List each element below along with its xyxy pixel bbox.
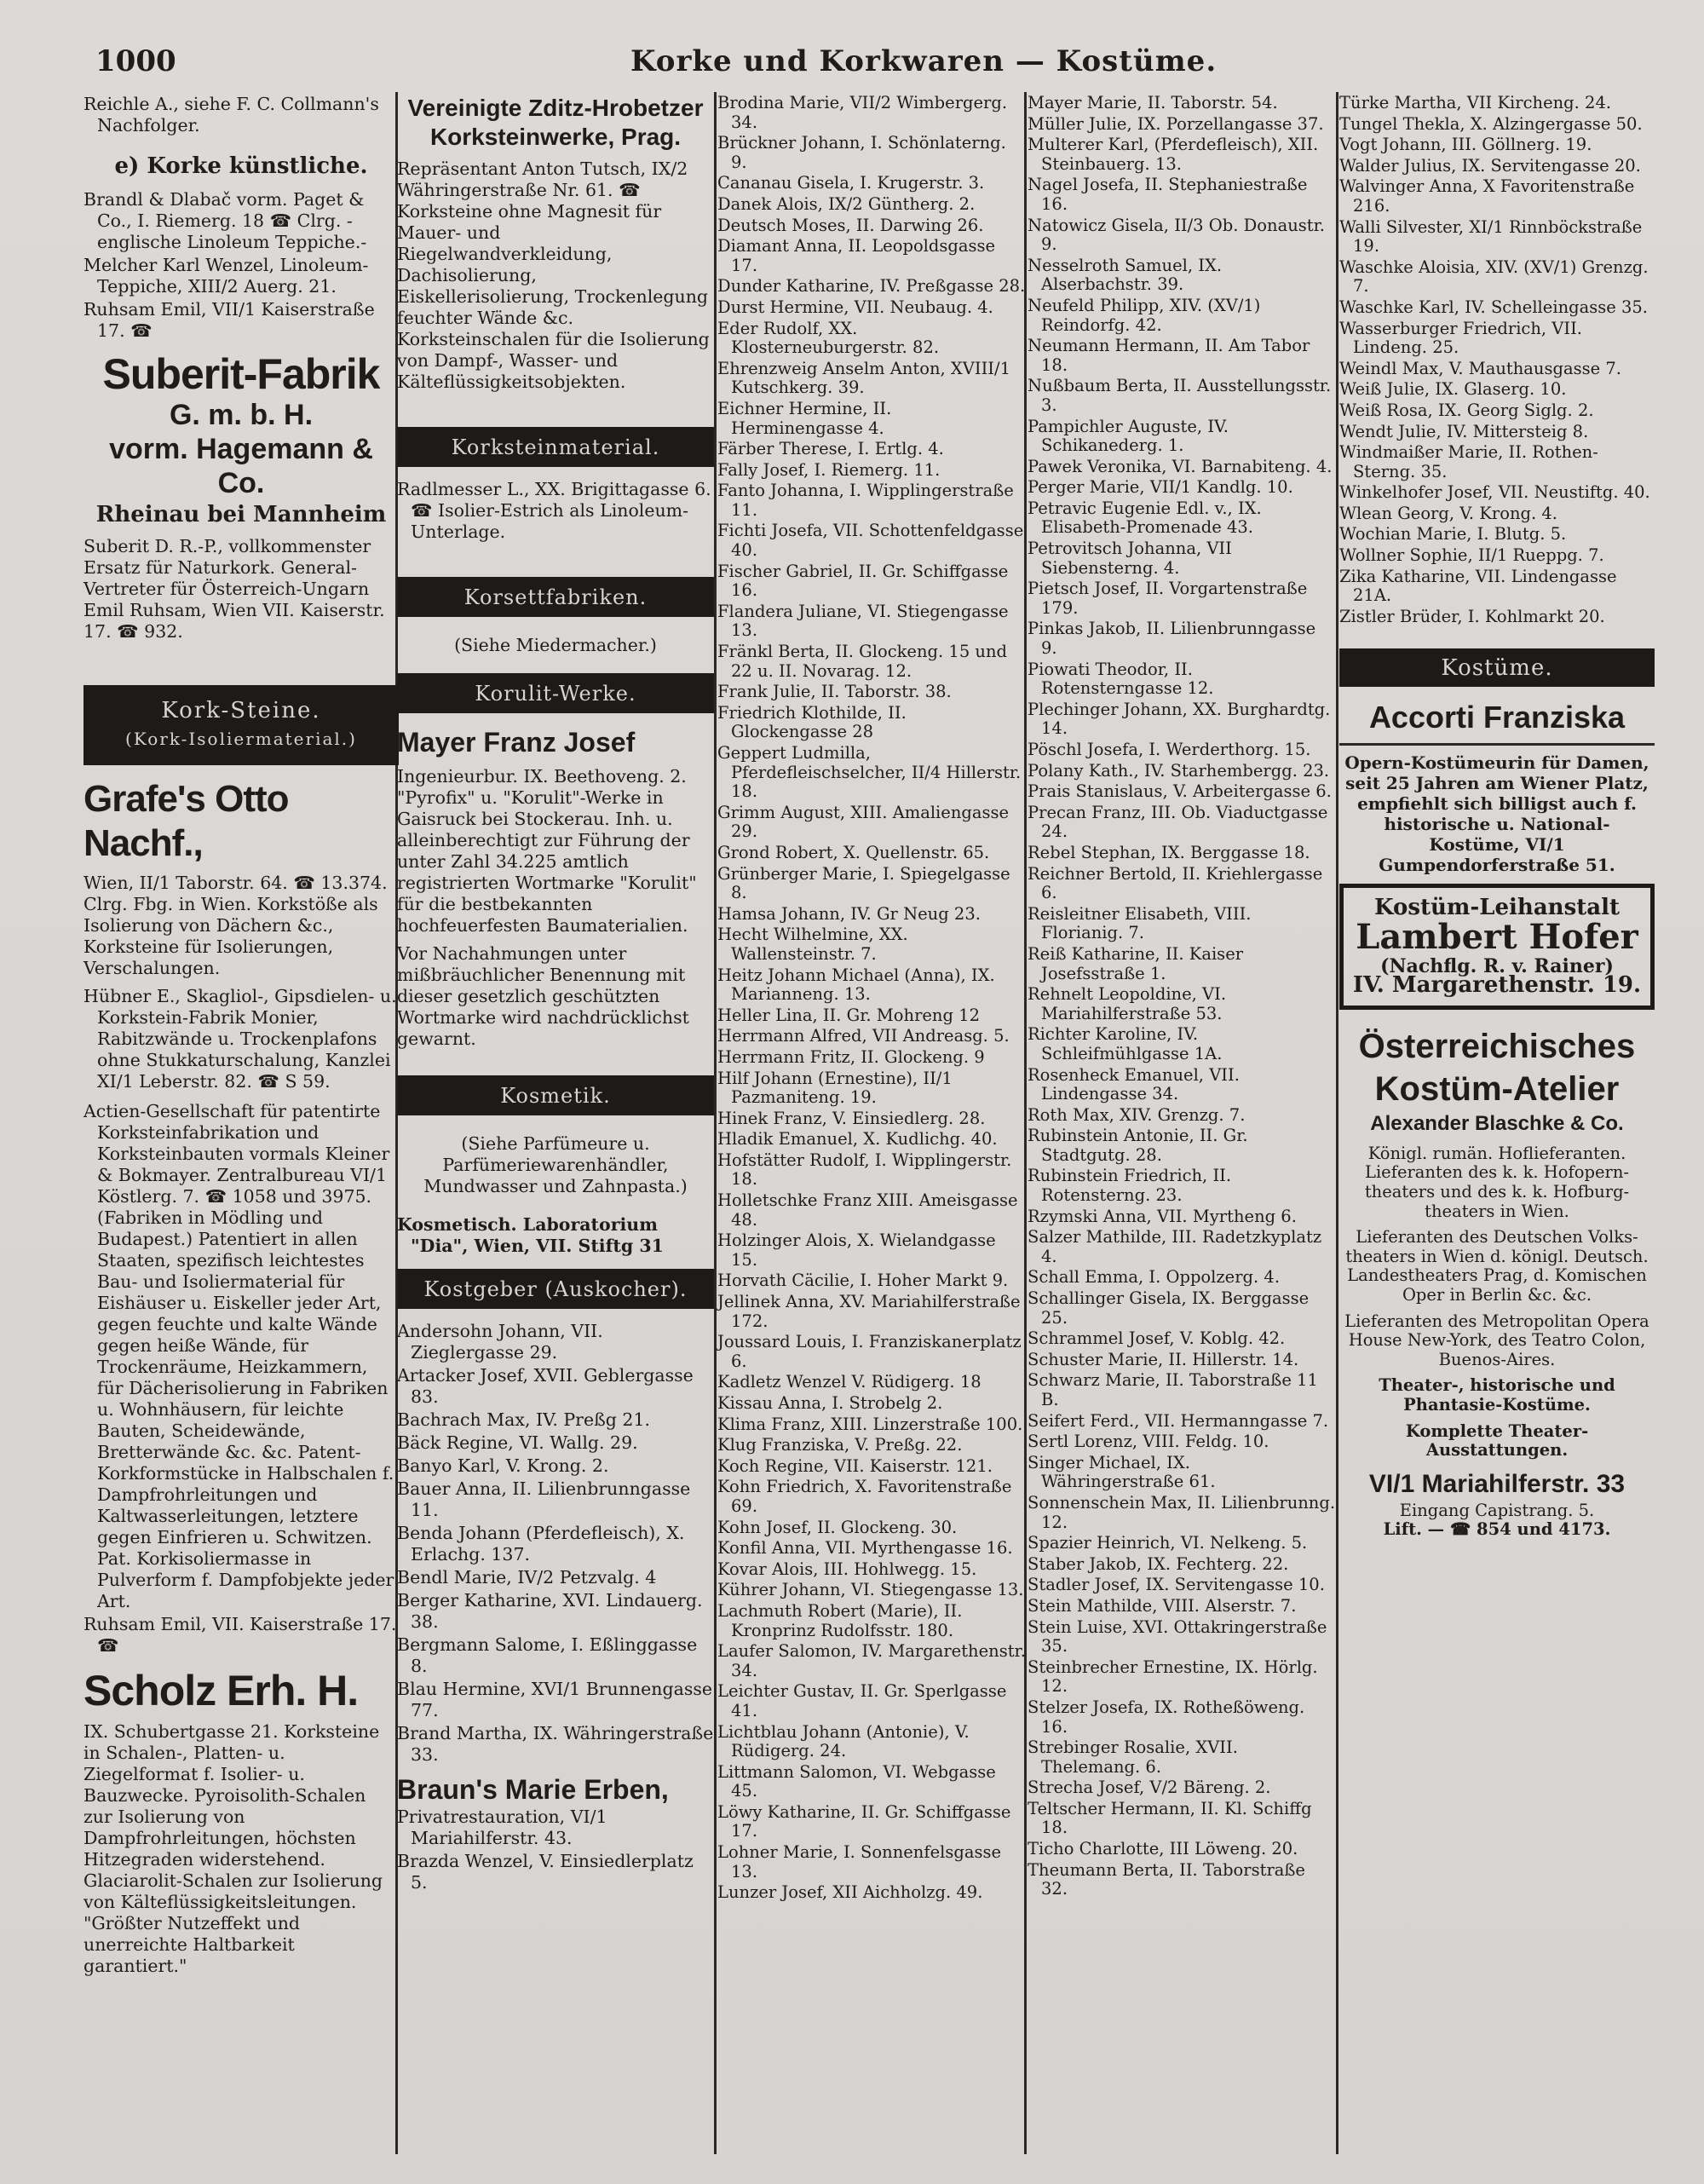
list-item: Heller Lina, II. Gr. Mohreng 12 bbox=[717, 1005, 980, 1025]
list-item: Zika Katharine, VII. Lindengasse 21A. bbox=[1339, 566, 1617, 606]
ad-title: Lambert Hofer bbox=[1356, 916, 1638, 957]
list-item: Schuster Marie, II. Hillerstr. 14. bbox=[1028, 1349, 1299, 1369]
list-item: Joussard Louis, I. Franziskanerplatz 6. bbox=[717, 1332, 1022, 1371]
list-item: Reichle A., siehe F. C. Collmann's Nachfolger. bbox=[83, 94, 379, 135]
list-item: Cananau Gisela, I. Krugerstr. 3. bbox=[717, 173, 985, 193]
list-item: Multerer Karl, (Pferdefleisch), XII. Steinbauerg. 13. bbox=[1028, 135, 1319, 174]
list-item: Weiß Rosa, IX. Georg Siglg. 2. bbox=[1339, 400, 1594, 420]
list-item: Banyo Karl, V. Krong. 2. bbox=[397, 1455, 609, 1476]
list-item: Rosenheck Emanuel, VII. Lindengasse 34. bbox=[1028, 1064, 1240, 1104]
see-also: (Siehe Parfümeure u. Parfümeriewarenhändler, Mundwasser und Zahnpasta.) bbox=[423, 1132, 688, 1196]
ad-title: Vereinigte Zditz-Hrobetzer bbox=[407, 95, 704, 121]
list-item: Reichner Bertold, II. Kriehlergasse 6. bbox=[1028, 863, 1323, 903]
list-item: Spazier Heinrich, VI. Nelkeng. 5. bbox=[1028, 1533, 1308, 1553]
list-item: Hamsa Johann, IV. Gr Neug 23. bbox=[717, 903, 981, 924]
ad-warning: Vor Nachahmungen unter mißbräuchlicher Benennung mit dieser gesetzlich geschützten Wortmarke wird nachdrücklichst gewarnt. bbox=[397, 943, 689, 1049]
list-item: Sonnenschein Max, II. Lilienbrunng. 12. bbox=[1028, 1492, 1336, 1532]
ad-title: Kostüm-Atelier bbox=[1374, 1069, 1620, 1108]
list-item: Waschke Aloisia, XIV. (XV/1) Grenzg. 7. bbox=[1339, 256, 1649, 297]
ad-body: Lieferanten des Metropolitan Opera House New-York, des Teatro Colon, Buenos-Aires. bbox=[1344, 1311, 1649, 1369]
list-item: Leichter Gustav, II. Gr. Sperlgasse 41. bbox=[717, 1681, 1007, 1720]
list-item: Teltscher Hermann, II. Kl. Schiffg 18. bbox=[1028, 1798, 1312, 1838]
section-band: Kostgeber (Auskocher). bbox=[397, 1269, 714, 1309]
list-item: Kovar Alois, III. Hohlwegg. 15. bbox=[717, 1559, 977, 1579]
section-band: Kosmetik. bbox=[397, 1075, 714, 1115]
list-item: Nagel Josefa, II. Stephaniestraße 16. bbox=[1028, 175, 1308, 214]
list-item: Zistler Brüder, I. Kohlmarkt 20. bbox=[1339, 606, 1605, 626]
advertisement bbox=[83, 350, 399, 643]
list-item: Steinbrecher Ernestine, IX. Hörlg. 12. bbox=[1028, 1657, 1318, 1697]
list-item: Bachrach Max, IV. Preßg 21. bbox=[397, 1409, 651, 1430]
list-item: Rebel Stephan, IX. Berggasse 18. bbox=[1028, 842, 1310, 862]
list-item: Natowicz Gisela, II/3 Ob. Donaustr. 9. bbox=[1028, 215, 1325, 255]
ad-subtitle: G. m. b. H. bbox=[169, 399, 314, 431]
list-item: Durst Hermine, VII. Neubaug. 4. bbox=[717, 297, 993, 317]
list-item: Hladik Emanuel, X. Kudlichg. 40. bbox=[717, 1129, 998, 1150]
list-item: Weindl Max, V. Mauthausgasse 7. bbox=[1339, 358, 1621, 378]
list-item: Hecht Wilhelmine, XX. Wallensteinstr. 7. bbox=[717, 925, 908, 964]
list-item: Jellinek Anna, XV. Mariahilferstraße 172. bbox=[717, 1292, 1021, 1331]
list-item: Eichner Hermine, II. Herminengasse 4. bbox=[717, 398, 892, 438]
list-item: Mayer Marie, II. Taborstr. 54. bbox=[1028, 93, 1278, 112]
list-item: Fischer Gabriel, II. Gr. Schiffgasse 16. bbox=[717, 561, 1009, 601]
ad-entrance: Eingang Capistrang. 5. bbox=[1399, 1500, 1595, 1520]
section-title: Kork-Steine. bbox=[161, 698, 321, 723]
ad-body: Theater-, historische und Phantasie-Kostüme. bbox=[1379, 1375, 1615, 1415]
list-item: Lunzer Josef, XII Aichholzg. 49. bbox=[717, 1882, 983, 1903]
list-item: Wollner Sophie, II/1 Rueppg. 7. bbox=[1339, 545, 1604, 566]
list-item: Grimm August, XIII. Amaliengasse 29. bbox=[717, 802, 1010, 842]
list-item: Strecha Josef, V/2 Bäreng. 2. bbox=[1028, 1778, 1271, 1798]
see-also: (Siehe Miedermacher.) bbox=[454, 634, 657, 655]
column-divider bbox=[714, 92, 717, 2154]
list-item: Hofstätter Rudolf, I. Wipplingerstr. 18. bbox=[717, 1150, 1012, 1190]
list-item: Schrammel Josef, V. Koblg. 42. bbox=[1028, 1328, 1286, 1349]
list-item: Wendt Julie, IV. Mittersteig 8. bbox=[1339, 421, 1589, 441]
list-item: Ehrenzweig Anselm Anton, XVIII/1 Kutschkerg. 39. bbox=[717, 358, 1010, 398]
list-item: Lichtblau Johann (Antonie), V. Rüdigerg. 24. bbox=[717, 1721, 970, 1761]
list-item: Koch Regine, VII. Kaiserstr. 121. bbox=[717, 1455, 993, 1476]
list-item: Walvinger Anna, X Favoritenstraße 216. bbox=[1339, 176, 1635, 216]
list-item: Rubinstein Antonie, II. Gr. Stadtgutg. 28. bbox=[1028, 1126, 1248, 1165]
list-item: Neumann Hermann, II. Am Tabor 18. bbox=[1028, 336, 1310, 375]
column-1 bbox=[83, 94, 399, 1984]
ad-title: Grafe's Otto Nachf., bbox=[83, 778, 289, 864]
list-item: Pinkas Jakob, II. Lilienbrunngasse 9. bbox=[1028, 619, 1316, 659]
ad-title: Mayer Franz Josef bbox=[397, 727, 636, 758]
ad-body: Wien, II/1 Taborstr. 64. ☎ 13.374. Clrg. Fbg. in Wien. Korkstöße als Isolierung von Dächern &c., Korksteine für Isolierungen, Verschalungen. bbox=[83, 873, 388, 978]
list-item: Theumann Berta, II. Taborstraße 32. bbox=[1028, 1859, 1305, 1899]
ad-body: IX. Schubertgasse 21. Korksteine in Schalen-, Platten- u. Ziegelformat f. Isolier- u. Bauzwecke. Pyroisolith-Schalen zur Isolierung von Dampfrohrleitungen, höchsten Hitzegraden widerstehend. Glaciarolit-Schalen zur Isolierung von Kälteflüssigkeitsleitungen. "Größter Nutzeffekt und unerreichte Haltbarkeit garantiert." bbox=[83, 1721, 383, 1976]
list-item: Ticho Charlotte, III Löweng. 20. bbox=[1028, 1839, 1298, 1859]
ad-address: IV. Margarethenstr. 19. bbox=[1352, 972, 1642, 999]
list-item: Neufeld Philipp, XIV. (XV/1) Reindorfg. 42. bbox=[1028, 295, 1261, 335]
ad-body: Komplette Theater-Ausstattungen. bbox=[1405, 1420, 1589, 1461]
list-item: Rubinstein Friedrich, II. Rotensterng. 23. bbox=[1028, 1166, 1232, 1206]
list-item: Diamant Anna, II. Leopoldsgasse 17. bbox=[717, 236, 996, 275]
list-item: Blau Hermine, XVI/1 Brunnengasse 77. bbox=[397, 1679, 713, 1720]
list-item: Brückner Johann, I. Schönlaterng. 9. bbox=[717, 133, 1006, 172]
list-item: Andersohn Johann, VII. Zieglergasse 29. bbox=[397, 1321, 603, 1363]
section-subtitle: (Kork-Isoliermaterial.) bbox=[125, 729, 357, 749]
list-item: Holletschke Franz XIII. Ameisgasse 48. bbox=[717, 1190, 1018, 1230]
list-item: Actien-Gesellschaft für patentirte Korksteinfabrikation und Korksteinbauten vormals Kleiner & Bokmayer. Zentralbureau VI/1 Köstlerg. 7. ☎ 1058 und 3975. (Fabriken in Mödling und Budapest.) Patentiert in allen Staaten, spezifisch leichtestes Bau- und Isoliermaterial für Eishäuser u. Eiskeller jeder Art, gegen feuchte und kalte Wände gegen heiße Wände, für Trockenräume, Heizkammern, für Dächerisolierung in Fabriken u. Wohnhäusern, für leichte Bauten, Scheidewände, Bretterwände &c. &c. Patent-Korkformstücke in Halbschalen f. Dampfrohrleitungen und Kaltwasserleitungen, letztere gegen Einfrieren u. Schwitzen. Pat. Korkisoliermasse in Pulverform f. Dampfobjekte jeder Art. bbox=[83, 1101, 394, 1611]
list-item: Kadletz Wenzel V. Rüdigerg. 18 bbox=[717, 1372, 982, 1392]
list-item: Danek Alois, IX/2 Güntherg. 2. bbox=[717, 193, 976, 214]
list-item: Horvath Cäcilie, I. Hoher Markt 9. bbox=[717, 1271, 1009, 1291]
list-item: Bendl Marie, IV/2 Petzvalg. 4 bbox=[397, 1567, 657, 1588]
list-item: Tungel Thekla, X. Alzingergasse 50. bbox=[1339, 113, 1643, 134]
advertisement bbox=[1339, 1025, 1655, 1540]
list-item: Hübner E., Skagliol-, Gipsdielen- u. Korkstein-Fabrik Monier, Rabitzwände u. Trockenplafons ohne Stukkaturschalung, Kanzlei XI/1 Leberstr. 82. ☎ S 59. bbox=[83, 986, 397, 1092]
ad-phone: Lift. — ☎ 854 und 4173. bbox=[1383, 1519, 1611, 1540]
ad-address: VI/1 Mariahilferstr. 33 bbox=[1368, 1469, 1626, 1498]
page-number: 1000 bbox=[95, 44, 176, 78]
list-item: Ruhsam Emil, VII. Kaiserstraße 17. ☎ bbox=[83, 1614, 397, 1656]
list-item: Stelzer Josefa, IX. Rotheßöweng. 16. bbox=[1028, 1697, 1305, 1737]
list-item: Friedrich Klothilde, II. Glockengasse 28 bbox=[717, 702, 907, 742]
list-item: Plechinger Johann, XX. Burghardtg. 14. bbox=[1028, 699, 1331, 739]
list-item: Schall Emma, I. Oppolzerg. 4. bbox=[1028, 1267, 1281, 1288]
list-item: Schwarz Marie, II. Taborstraße 11 B. bbox=[1028, 1370, 1318, 1409]
list-item: Precan Franz, III. Ob. Viaductgasse 24. bbox=[1028, 802, 1328, 842]
ad-title: Accorti Franziska bbox=[1368, 700, 1626, 735]
list-item: Bauer Anna, II. Lilienbrunngasse 11. bbox=[397, 1478, 691, 1520]
list-item: Löwy Katharine, II. Gr. Schiffgasse 17. bbox=[717, 1801, 1011, 1841]
list-item: Walder Julius, IX. Servitengasse 20. bbox=[1339, 155, 1641, 176]
list-item: Melcher Karl Wenzel, Linoleum-Teppiche, XIII/2 Auerg. 21. bbox=[83, 255, 369, 297]
list-item: Reisleitner Elisabeth, VIII. Florianig. 7. bbox=[1028, 903, 1252, 943]
list-item: Müller Julie, IX. Porzellangasse 37. bbox=[1028, 113, 1324, 134]
list-item: Weiß Julie, IX. Glaserg. 10. bbox=[1339, 379, 1567, 400]
list-item: Windmaißer Marie, II. Rothen-Sterng. 35. bbox=[1339, 442, 1598, 481]
list-item: Pawek Veronika, VI. Barnabiteng. 4. bbox=[1028, 456, 1333, 476]
list-item: Stein Mathilde, VIII. Alserstr. 7. bbox=[1028, 1595, 1297, 1616]
list-item: Kührer Johann, VI. Stiegengasse 13. bbox=[717, 1580, 1024, 1600]
list-item: Prais Stanislaus, V. Arbeitergasse 6. bbox=[1028, 781, 1332, 802]
ad-location: Rheinau bei Mannheim bbox=[95, 502, 387, 527]
ad-body: Repräsentant Anton Tutsch, IX/2 Währingerstraße Nr. 61. ☎ Korksteine ohne Magnesit für Mauer- und Riegelwandverkleidung, Dachisolierung, Eiskellerisolierung, Trockenlegung feuchter Wände &c. Korksteinschalen für die Isolierung von Dampf-, Wasser- und Kälteflüssigkeitsobjekten. bbox=[397, 158, 710, 392]
list-item: Dunder Katharine, IV. Preßgasse 28. bbox=[717, 276, 1026, 297]
page-title: Korke und Korkwaren — Kostüme. bbox=[630, 44, 1218, 78]
ad-title: Korksteinwerke, Prag. bbox=[429, 124, 682, 150]
ad-subtitle: vorm. Hagemann & Co. bbox=[109, 433, 373, 499]
list-item: Grünberger Marie, I. Spiegelgasse 8. bbox=[717, 863, 1010, 903]
list-item: Fally Josef, I. Riemerg. 11. bbox=[717, 459, 941, 480]
list-item: Ruhsam Emil, VII/1 Kaiserstraße 17. ☎ bbox=[83, 299, 375, 341]
list-item: Wochian Marie, I. Blutg. 5. bbox=[1339, 524, 1567, 545]
list-item: Vogt Johann, III. Göllnerg. 19. bbox=[1339, 135, 1592, 155]
list-item: Winkelhofer Josef, VII. Neustiftg. 40. bbox=[1339, 482, 1650, 503]
list-item: Lachmuth Robert (Marie), II. Kronprinz Rudolfsstr. 180. bbox=[717, 1600, 963, 1640]
list-item: Brand Martha, IX. Währingerstraße 33. bbox=[397, 1723, 714, 1765]
list-item: Perger Marie, VII/1 Kandlg. 10. bbox=[1028, 477, 1293, 498]
list-item: Bergmann Salome, I. Eßlinggasse 8. bbox=[397, 1634, 698, 1676]
list-item: Benda Johann (Pferdefleisch), X. Erlachg. 137. bbox=[397, 1523, 685, 1565]
list-item: Brandl & Dlabač vorm. Paget & Co., I. Riemerg. 18 ☎ Clrg. -englische Linoleum Teppiche.- bbox=[83, 189, 367, 252]
list-item: Fränkl Berta, II. Glockeng. 15 und 22 u. II. Novarag. 12. bbox=[717, 642, 1008, 681]
list-item: Roth Max, XIV. Grenzg. 7. bbox=[1028, 1104, 1246, 1125]
list-item: Richter Karoline, IV. Schleifmühlgasse 1A. bbox=[1028, 1024, 1223, 1063]
list-item: Berger Katharine, XVI. Lindauerg. 38. bbox=[397, 1590, 703, 1632]
list-item: Konfil Anna, VII. Myrthengasse 16. bbox=[717, 1538, 1013, 1559]
list-item: Seifert Ferd., VII. Hermanngasse 7. bbox=[1028, 1410, 1329, 1431]
list-item: Kosmetisch. Laboratorium "Dia", Wien, VII. Stiftg 31 bbox=[397, 1214, 664, 1256]
list-item: Geppert Ludmilla, Pferdefleischselcher, II/4 Hillerstr. 18. bbox=[717, 743, 1022, 802]
list-item: Stein Luise, XVI. Ottakringerstraße 35. bbox=[1028, 1616, 1327, 1657]
ad-body: Lieferanten des Deutschen Volks-theaters in Wien d. königl. Deutsch. Landestheaters Prag, d. Komischen Oper in Berlin &c. &c. bbox=[1345, 1227, 1649, 1305]
ad-title: Österreichisches bbox=[1358, 1027, 1636, 1065]
list-item: Littmann Salomon, VI. Webgasse 45. bbox=[717, 1761, 996, 1801]
list-item: Walli Silvester, XI/1 Rinnböckstraße 19. bbox=[1339, 216, 1643, 256]
section-band: Korulit-Werke. bbox=[397, 673, 714, 713]
list-item: Radlmesser L., XX. Brigittagasse 6. ☎ Isolier-Estrich als Linoleum-Unterlage. bbox=[397, 479, 711, 542]
list-item: Polany Kath., IV. Starhembergg. 23. bbox=[1028, 760, 1330, 781]
list-item: Nesselroth Samuel, IX. Alserbachstr. 39. bbox=[1028, 255, 1223, 295]
list-item: Grond Robert, X. Quellenstr. 65. bbox=[717, 842, 990, 862]
list-item: Piowati Theodor, II. Rotensterngasse 12. bbox=[1028, 659, 1214, 699]
column-divider bbox=[1336, 92, 1338, 2154]
section-band: Kostüme. bbox=[1339, 648, 1655, 687]
divider bbox=[1339, 743, 1655, 746]
list-item: Wasserburger Friedrich, VII. Lindeng. 25. bbox=[1339, 318, 1582, 358]
list-item: Petrovitsch Johanna, VII Siebensterng. 4. bbox=[1028, 539, 1232, 578]
ad-subtitle: (Nachflg. R. v. Rainer) bbox=[1380, 954, 1614, 977]
list-item: Eder Rudolf, XX. Klosterneuburgerstr. 82. bbox=[717, 318, 940, 358]
ad-body: Opern-Kostümeurin für Damen, seit 25 Jahren am Wiener Platz, empfiehlt sich billigst auch f. historische u. National-Kostüme, VI/1 Gumpendorferstraße 51. bbox=[1344, 752, 1649, 876]
ad-body: Privatrestauration, VI/1 Mariahilferstr. 43. bbox=[397, 1807, 607, 1848]
list-item: Klug Franziska, V. Preßg. 22. bbox=[717, 1435, 963, 1455]
list-item: Salzer Mathilde, III. Radetzkyplatz 4. bbox=[1028, 1227, 1322, 1266]
list-item: Hinek Franz, V. Einsiedlerg. 28. bbox=[717, 1108, 986, 1128]
list-item: Fichti Josefa, VII. Schottenfeldgasse 40. bbox=[717, 521, 1024, 561]
ad-title: Suberit-Fabrik bbox=[102, 350, 380, 398]
list-item: Nußbaum Berta, II. Ausstellungsstr. 3. bbox=[1028, 376, 1332, 415]
section-band bbox=[83, 685, 399, 765]
list-item: Wlean Georg, V. Krong. 4. bbox=[1339, 503, 1558, 523]
list-item: Lohner Marie, I. Sonnenfelsgasse 13. bbox=[717, 1842, 1002, 1881]
list-item: Rehnelt Leopoldine, VI. Mariahilferstraße 53. bbox=[1028, 984, 1227, 1023]
section-band: Korksteinmaterial. bbox=[397, 427, 714, 467]
list-item: Brodina Marie, VII/2 Wimbergerg. 34. bbox=[717, 93, 1008, 132]
list-item: Flandera Juliane, VI. Stiegengasse 13. bbox=[717, 601, 1009, 641]
list-item: Fanto Johanna, I. Wipplingerstraße 11. bbox=[717, 481, 1014, 520]
ad-title: Scholz Erh. H. bbox=[83, 1667, 359, 1714]
list-item: Herrmann Alfred, VII Andreasg. 5. bbox=[717, 1026, 1010, 1046]
list-item: Kohn Josef, II. Glockeng. 30. bbox=[717, 1517, 958, 1537]
list-item: Holzinger Alois, X. Wielandgasse 15. bbox=[717, 1230, 996, 1270]
column-2 bbox=[397, 94, 714, 1895]
list-item: Sertl Lorenz, VIII. Feldg. 10. bbox=[1028, 1432, 1269, 1452]
advertisement bbox=[1339, 699, 1655, 875]
list-item: Stadler Josef, IX. Servitengasse 10. bbox=[1028, 1575, 1325, 1595]
list-item: Kissau Anna, I. Strobelg 2. bbox=[717, 1393, 943, 1413]
list-item: Deutsch Moses, II. Darwing 26. bbox=[717, 215, 984, 235]
list-item: Frank Julie, II. Taborstr. 38. bbox=[717, 682, 952, 702]
list-item: Brazda Wenzel, V. Einsiedlerplatz 5. bbox=[397, 1851, 694, 1893]
list-item: Pietsch Josef, II. Vorgartenstraße 179. bbox=[1028, 579, 1308, 618]
list-item: Rzymski Anna, VII. Myrtheng 6. bbox=[1028, 1206, 1297, 1226]
list-item: Kohn Friedrich, X. Favoritenstraße 69. bbox=[717, 1477, 1012, 1516]
ad-subtitle: Kostüm-Leihanstalt bbox=[1374, 895, 1620, 921]
list-item: Schallinger Gisela, IX. Berggasse 25. bbox=[1028, 1288, 1310, 1328]
ad-body: Königl. rumän. Hoflieferanten. Lieferanten des k. k. Hofopern-theaters und des k. k. Hofburg-theaters in Wien. bbox=[1364, 1143, 1630, 1221]
boxed-advertisement bbox=[1339, 884, 1655, 1010]
advertisement bbox=[397, 94, 714, 393]
ad-title: Braun's Marie Erben, bbox=[397, 1774, 669, 1805]
section-heading: e) Korke künstliche. bbox=[114, 153, 368, 179]
list-item: Strebinger Rosalie, XVII. Thelemang. 6. bbox=[1028, 1737, 1238, 1777]
list-item: Petravic Eugenie Edl. v., IX. Elisabeth-Promenade 43. bbox=[1028, 498, 1262, 538]
list-item: Hilf Johann (Ernestine), II/1 Pazmaniteng. 19. bbox=[717, 1068, 953, 1108]
list-item: Artacker Josef, XVII. Geblergasse 83. bbox=[397, 1365, 694, 1407]
list-item: Bäck Regine, VI. Wallg. 29. bbox=[397, 1432, 638, 1453]
ad-subtitle: Alexander Blaschke & Co. bbox=[1370, 1111, 1624, 1135]
list-item: Pöschl Josefa, I. Werderthorg. 15. bbox=[1028, 740, 1311, 759]
ad-body: Suberit D. R.-P., vollkommenster Ersatz für Naturkork. General-Vertreter für Österreich-Ungarn Emil Ruhsam, Wien VII. Kaiserstr. 17. ☎ 932. bbox=[83, 536, 385, 642]
list-item: Reiß Katharine, II. Kaiser Josefsstraße 1. bbox=[1028, 943, 1244, 983]
list-item: Pampichler Auguste, IV. Schikanederg. 1. bbox=[1028, 416, 1229, 456]
list-item: Heitz Johann Michael (Anna), IX. Marianneng. 13. bbox=[717, 965, 995, 1005]
list-item: Laufer Salomon, IV. Margarethenstr. 34. bbox=[717, 1641, 1026, 1680]
ad-body: Ingenieurbur. IX. Beethoveng. 2. "Pyrofix" u. "Korulit"-Werke in Gaisruck bei Stockerau. Inh. u. alleinberechtigt zur Führung der unter Zahl 34.225 amtlich registrierten Wortmarke "Korulit" für die bestbekannten hochfeuerfesten Baumaterialien. bbox=[397, 766, 697, 936]
list-item: Türke Martha, VII Kircheng. 24. bbox=[1339, 93, 1612, 112]
list-item: Staber Jakob, IX. Fechterg. 22. bbox=[1028, 1553, 1289, 1574]
list-item: Singer Michael, IX. Währingerstraße 61. bbox=[1028, 1452, 1216, 1492]
list-item: Waschke Karl, IV. Schelleingasse 35. bbox=[1339, 297, 1648, 317]
list-item: Herrmann Fritz, II. Glockeng. 9 bbox=[717, 1046, 985, 1067]
column-3 bbox=[717, 94, 1026, 1905]
section-band: Korsettfabriken. bbox=[397, 577, 714, 617]
list-item: Klima Franz, XIII. Linzerstraße 100. bbox=[717, 1414, 1023, 1434]
list-item: Färber Therese, I. Ertlg. 4. bbox=[717, 439, 944, 459]
column-5 bbox=[1339, 94, 1655, 1540]
column-4 bbox=[1028, 94, 1336, 1901]
